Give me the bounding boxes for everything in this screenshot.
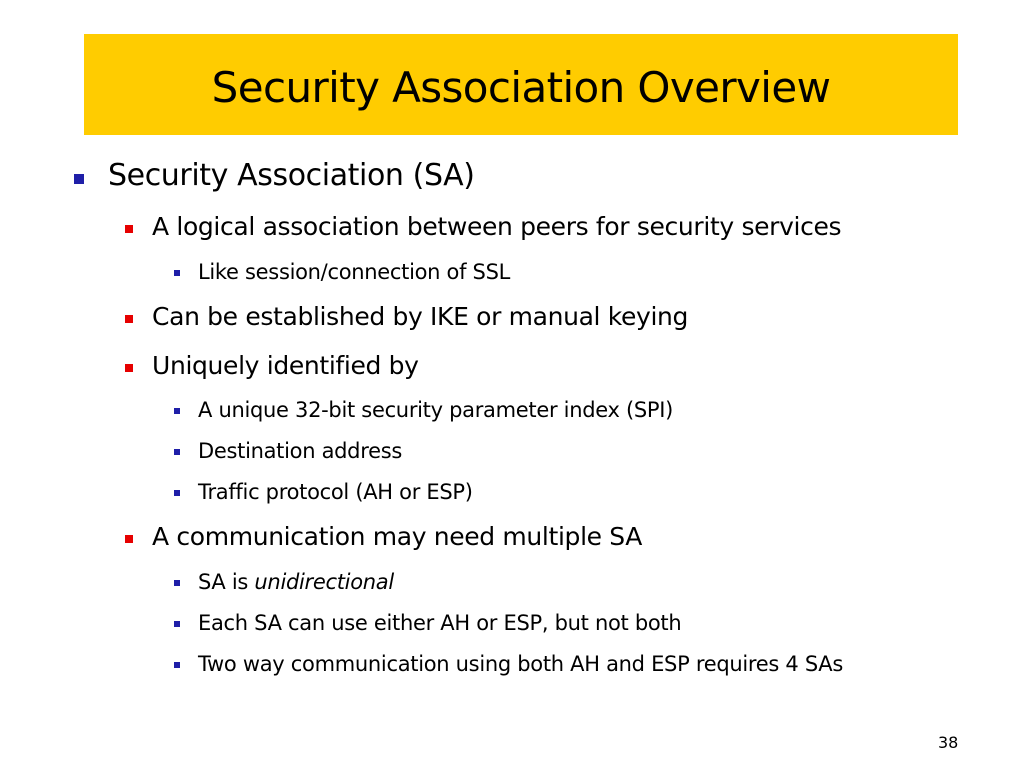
bullet-level2	[152, 351, 419, 380]
bullet-level3	[198, 611, 681, 635]
bullet-text: Security Association (SA)	[108, 158, 475, 193]
bullet-level3	[198, 398, 673, 422]
bullet-text: A logical association between peers for security services	[152, 212, 842, 241]
bullet-level3	[198, 480, 473, 504]
square-bullet-icon	[74, 174, 84, 184]
bullet-text: Each SA can use either AH or ESP, but not both	[198, 611, 682, 635]
bullet-text: Traffic protocol (AH or ESP)	[198, 480, 473, 504]
square-bullet-icon	[174, 662, 180, 668]
bullet-level3	[198, 652, 843, 676]
bullet-level3	[198, 260, 510, 284]
square-bullet-icon	[125, 225, 133, 233]
bullet-level1	[108, 158, 475, 193]
square-bullet-icon	[125, 364, 133, 372]
bullet-level2	[152, 302, 688, 331]
square-bullet-icon	[125, 535, 133, 543]
bullet-level2	[152, 212, 841, 241]
bullet-text: Like session/connection of SSL	[198, 260, 511, 284]
bullet-level2	[152, 522, 642, 551]
page-number: 38	[938, 733, 959, 752]
bullet-text-prefix: SA is	[198, 570, 255, 594]
square-bullet-icon	[174, 621, 180, 627]
slide-title: Security Association Overview	[211, 63, 831, 112]
bullet-text: A unique 32-bit security parameter index (SPI)	[198, 398, 674, 422]
square-bullet-icon	[174, 408, 180, 414]
square-bullet-icon	[174, 490, 180, 496]
bullet-text: Uniquely identified by	[152, 351, 419, 380]
bullet-text: Two way communication using both AH and ESP requires 4 SAs	[198, 652, 843, 676]
square-bullet-icon	[174, 270, 180, 276]
bullet-text: Can be established by IKE or manual keying	[152, 302, 689, 331]
bullet-level3	[198, 570, 394, 594]
bullet-level3	[198, 439, 402, 463]
bullet-text: Destination address	[198, 439, 402, 463]
bullet-text: A communication may need multiple SA	[152, 522, 643, 551]
square-bullet-icon	[174, 580, 180, 586]
square-bullet-icon	[174, 449, 180, 455]
square-bullet-icon	[125, 315, 133, 323]
bullet-text-emphasis: unidirectional	[254, 570, 394, 594]
